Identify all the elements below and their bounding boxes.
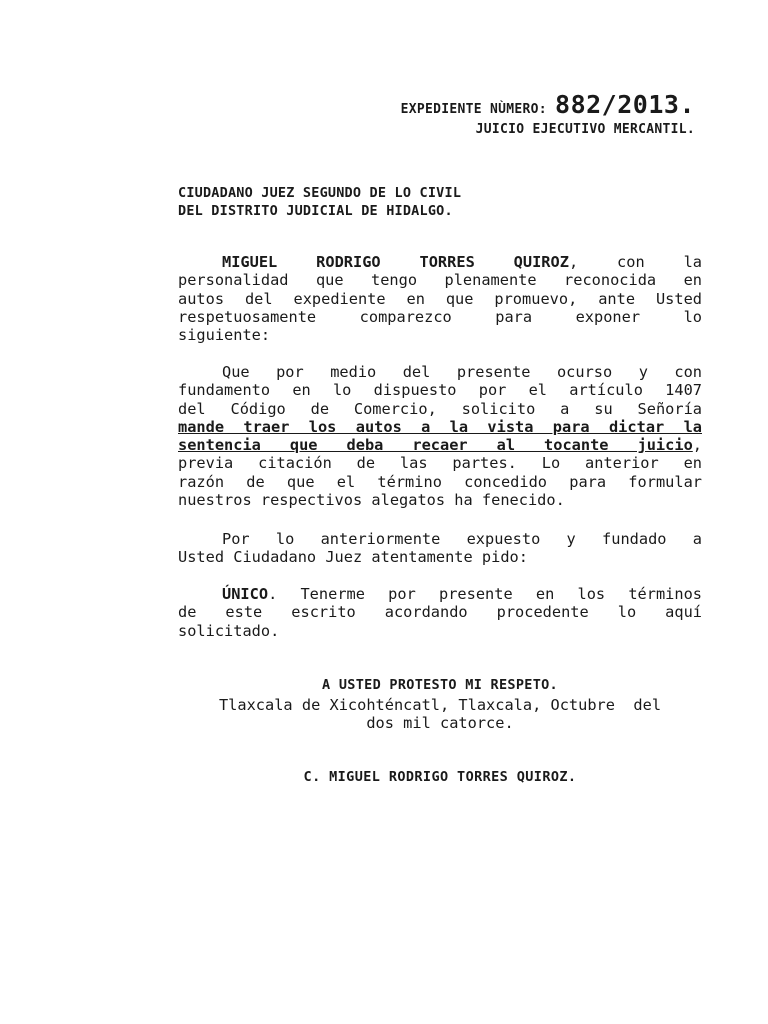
expediente-label: EXPEDIENTE NÙMERO:	[400, 102, 547, 117]
comma: ,	[568, 253, 579, 271]
paragraph-line: de este escrito acordando procedente lo aquí	[178, 603, 702, 622]
paragraph-line: nuestros respectivos alegatos ha fenecido.	[178, 491, 565, 510]
underlined-request-text: sentencia que deba recaer al tocante juicio	[178, 436, 693, 455]
paragraph-introduction	[178, 253, 702, 344]
paragraph-line: autos del expediente en que promuevo, ante Usted	[178, 289, 702, 308]
paragraph-line: siguiente:	[178, 326, 271, 345]
signature-name: C. MIGUEL RODRIGO TORRES QUIROZ.	[303, 769, 577, 785]
paragraph-line	[178, 436, 702, 454]
expediente-number: 882/2013.	[555, 90, 695, 119]
underlined-request-line: mande traer los autos a la vista para dictar la	[178, 417, 702, 436]
addressee	[178, 184, 698, 220]
paragraph-line: Por lo anteriormente expuesto y fundado a	[222, 530, 702, 548]
paragraph-request	[178, 363, 702, 509]
expediente-line	[178, 90, 695, 119]
paragraph-line: razón de que el término concedido para formular	[178, 472, 702, 491]
paragraph-text: ,	[692, 436, 702, 455]
paragraph-line: del Código de Comercio, solicito a su Señoría	[178, 399, 702, 418]
paragraph-line	[178, 585, 702, 603]
promovente-name: MIGUEL RODRIGO TORRES QUIROZ	[222, 253, 569, 271]
place-date-line-1: Tlaxcala de Xicohténcatl, Tlaxcala, Octubre del	[218, 696, 662, 714]
paragraph-text: . Tenerme por presente en los términos	[268, 585, 702, 603]
paragraph-line: previa citación de las partes. Lo anterior en	[178, 454, 702, 473]
juicio-type: JUICIO EJECUTIVO MERCANTIL.	[475, 122, 695, 137]
paragraph-line: fundamento en lo dispuesto por el artículo 1407	[178, 381, 702, 400]
protesto-line: A USTED PROTESTO MI RESPETO.	[322, 677, 558, 693]
paragraph-line: personalidad que tengo plenamente reconocida en	[178, 271, 702, 290]
addressee-line-2: DEL DISTRITO JUDICIAL DE HIDALGO.	[178, 203, 453, 219]
place-date-line-2: dos mil catorce.	[366, 714, 514, 733]
unico-lead: ÚNICO	[222, 585, 269, 603]
paragraph-line: Que por medio del presente ocurso y con	[222, 363, 702, 381]
paragraph-line	[178, 253, 702, 271]
paragraph-unico	[178, 585, 702, 640]
paragraph-petition	[178, 530, 702, 567]
paragraph-line: Usted Ciudadano Juez atentamente pido:	[178, 548, 528, 567]
paragraph-line: solicitado.	[178, 621, 280, 640]
paragraph-text: con la	[578, 253, 702, 271]
place-date	[178, 696, 702, 733]
paragraph-line: respetuosamente comparezco para exponer lo	[178, 307, 702, 326]
addressee-line-1: CIUDADANO JUEZ SEGUNDO DE LO CIVIL	[178, 185, 462, 201]
